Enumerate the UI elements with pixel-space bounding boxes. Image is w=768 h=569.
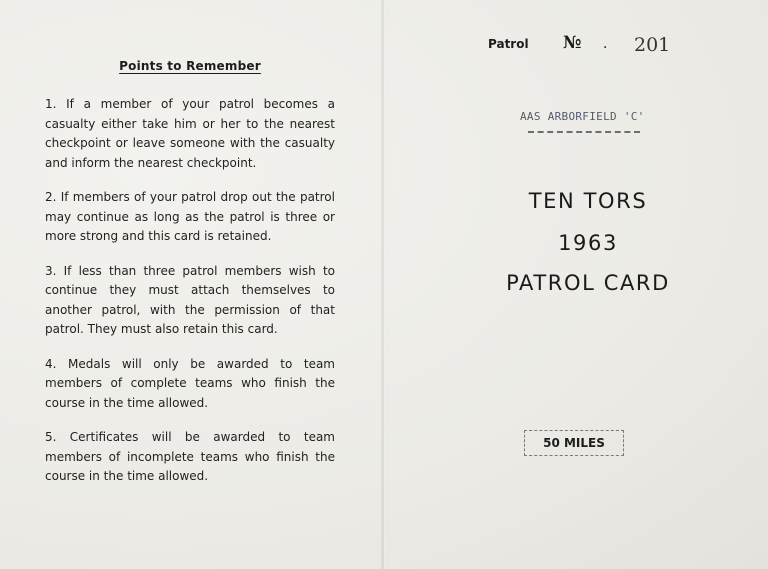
card-fold [381, 0, 387, 569]
point-4: 4. Medals will only be awarded to team members of complete teams who finish the course in the time allowed. [45, 356, 335, 410]
title-patrol-card: PATROL CARD [506, 271, 670, 295]
distance-box [524, 430, 624, 456]
points-list [45, 95, 335, 502]
patrol-number: 201 [634, 34, 671, 56]
title-ten-tors: TEN TORS [528, 189, 648, 213]
left-panel [0, 0, 380, 569]
point-5: 5. Certificates will be awarded to team members of incomplete teams who finish the course in the time allowed. [45, 430, 335, 483]
point-3: 3. If less than three patrol members wish to continue they must attach themselves to another patrol, with the permission of that patrol. They must also retain this card. [45, 263, 335, 336]
stamp-dashes [528, 131, 640, 133]
number-mark: № [563, 33, 582, 53]
number-dot: . [603, 36, 608, 52]
right-panel [388, 0, 768, 569]
points-heading [0, 59, 380, 73]
unit-stamp: AAS ARBORFIELD 'C' [520, 110, 645, 123]
point-2: 2. If members of your patrol drop out the patrol may continue as long as the patrol is three or more strong and this card is retained. [45, 190, 335, 243]
points-heading-text: Points to Remember [119, 59, 261, 73]
title-year: 1963 [558, 231, 618, 255]
point-1: 1. If a member of your patrol becomes a casualty either take him or her to the nearest checkpoint or leave someone with the casualty and inform the nearest checkpoint. [45, 97, 335, 170]
patrol-label: Patrol [488, 37, 529, 51]
distance-label: 50 MILES [543, 436, 605, 450]
